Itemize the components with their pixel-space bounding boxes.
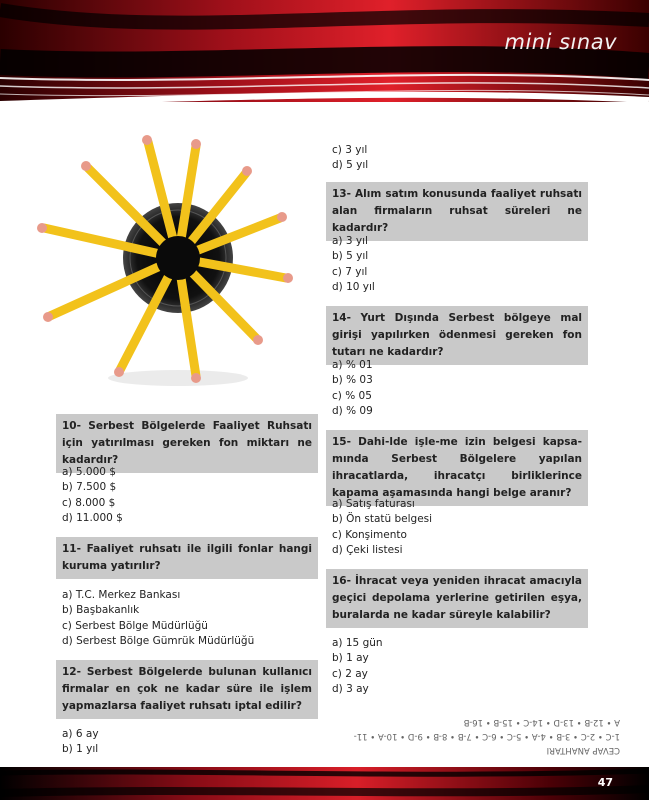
question-12-options-left [62, 727, 99, 758]
option: a) Satış faturası [332, 498, 415, 510]
option: c) 2 ay [332, 667, 368, 680]
question-12: 12- Serbest Bölgelerde bulunan kullanıcı firmalar en çok ne kadar süre ile işlem yapmazlarsa faaliyet ruhsatı iptal edilir? [56, 660, 318, 719]
option: b) 1 ay [332, 652, 369, 665]
option: b) 1 yıl [62, 743, 99, 756]
option: c) 3 yıl [332, 144, 368, 156]
option: a) 5.000 $ [62, 466, 116, 478]
option: d) % 09 [332, 404, 373, 417]
question-11-options [62, 588, 254, 649]
brand-title: mini sınav [504, 30, 617, 54]
option: c) Serbest Bölge Müdürlüğü [62, 619, 208, 632]
question-11: 11- Faaliyet ruhsatı ile ilgili fonlar hangi kuruma yatırılır? [56, 537, 318, 579]
question-15: 15- Dahi-lde işle-me izin belgesi kapsa-mında Serbest Bölgelere yapılan ihracatlarda, ihracatçı birliklerince kapama aşamasında hangi belge aranır? [326, 430, 588, 506]
question-13: 13- Alım satım konusunda faaliyet ruhsatı alan firmaların ruhsat süreleri ne kadardır? [326, 182, 588, 241]
answer-key-title: CEVAP ANAHTARI [546, 745, 620, 755]
question-13-options [332, 234, 375, 295]
option: a) % 01 [332, 359, 373, 371]
option: d) Çeki listesi [332, 543, 403, 556]
option: d) 5 yıl [332, 159, 369, 172]
option: d) 10 yıl [332, 280, 375, 293]
question-16: 16- İhracat veya yeniden ihracat amacıyla geçici depolama yerlerine getirilen eşya, buralarda ne kadar süreyle kalabilir? [326, 569, 588, 628]
option: d) 11.000 $ [62, 511, 123, 524]
answer-key-line-2: A • 12-B • 13-D • 14-C • 15-B • 16-B [463, 717, 620, 727]
option: b) Başbakanlık [62, 604, 140, 617]
answer-key-line-1: 1-C • 2-C • 3-B • 4-A • 5-C • 6-C • 7-B • 8-B • 9-D • 10-A • 11- [353, 731, 620, 741]
option: a) 15 gün [332, 637, 383, 649]
option: a) 3 yıl [332, 235, 368, 247]
option: c) % 05 [332, 389, 372, 402]
answer-key [330, 715, 620, 757]
option: a) T.C. Merkez Bankası [62, 589, 181, 601]
option: b) % 03 [332, 374, 373, 387]
header-banner [0, 0, 649, 110]
option: a) 6 ay [62, 728, 99, 740]
question-16-options [332, 636, 383, 697]
header-swoosh-graphic [0, 0, 649, 110]
option: c) Konşimento [332, 528, 407, 541]
question-12-options-right [332, 143, 368, 174]
pencil-cup-image [28, 128, 304, 398]
page-number: 47 [597, 776, 613, 789]
option: d) 3 ay [332, 682, 369, 695]
question-10-options [62, 465, 123, 526]
footer-banner [0, 767, 649, 800]
question-14: 14- Yurt Dışında Serbest bölgeye mal girişi yapılırken ödenmesi gereken fon tutarı ne kadardır? [326, 306, 588, 365]
question-14-options [332, 358, 373, 419]
question-10: 10- Serbest Bölgelerde Faaliyet Ruhsatı için yatırılması gereken fon miktarı ne kadardır? [56, 414, 318, 473]
option: b) Ön statü belgesi [332, 513, 433, 526]
option: c) 8.000 $ [62, 496, 116, 509]
footer-swoosh-graphic [0, 767, 649, 800]
option: c) 7 yıl [332, 265, 368, 278]
option: b) 7.500 $ [62, 481, 117, 494]
option: d) Serbest Bölge Gümrük Müdürlüğü [62, 634, 255, 647]
option: b) 5 yıl [332, 250, 369, 263]
question-15-options [332, 497, 432, 558]
